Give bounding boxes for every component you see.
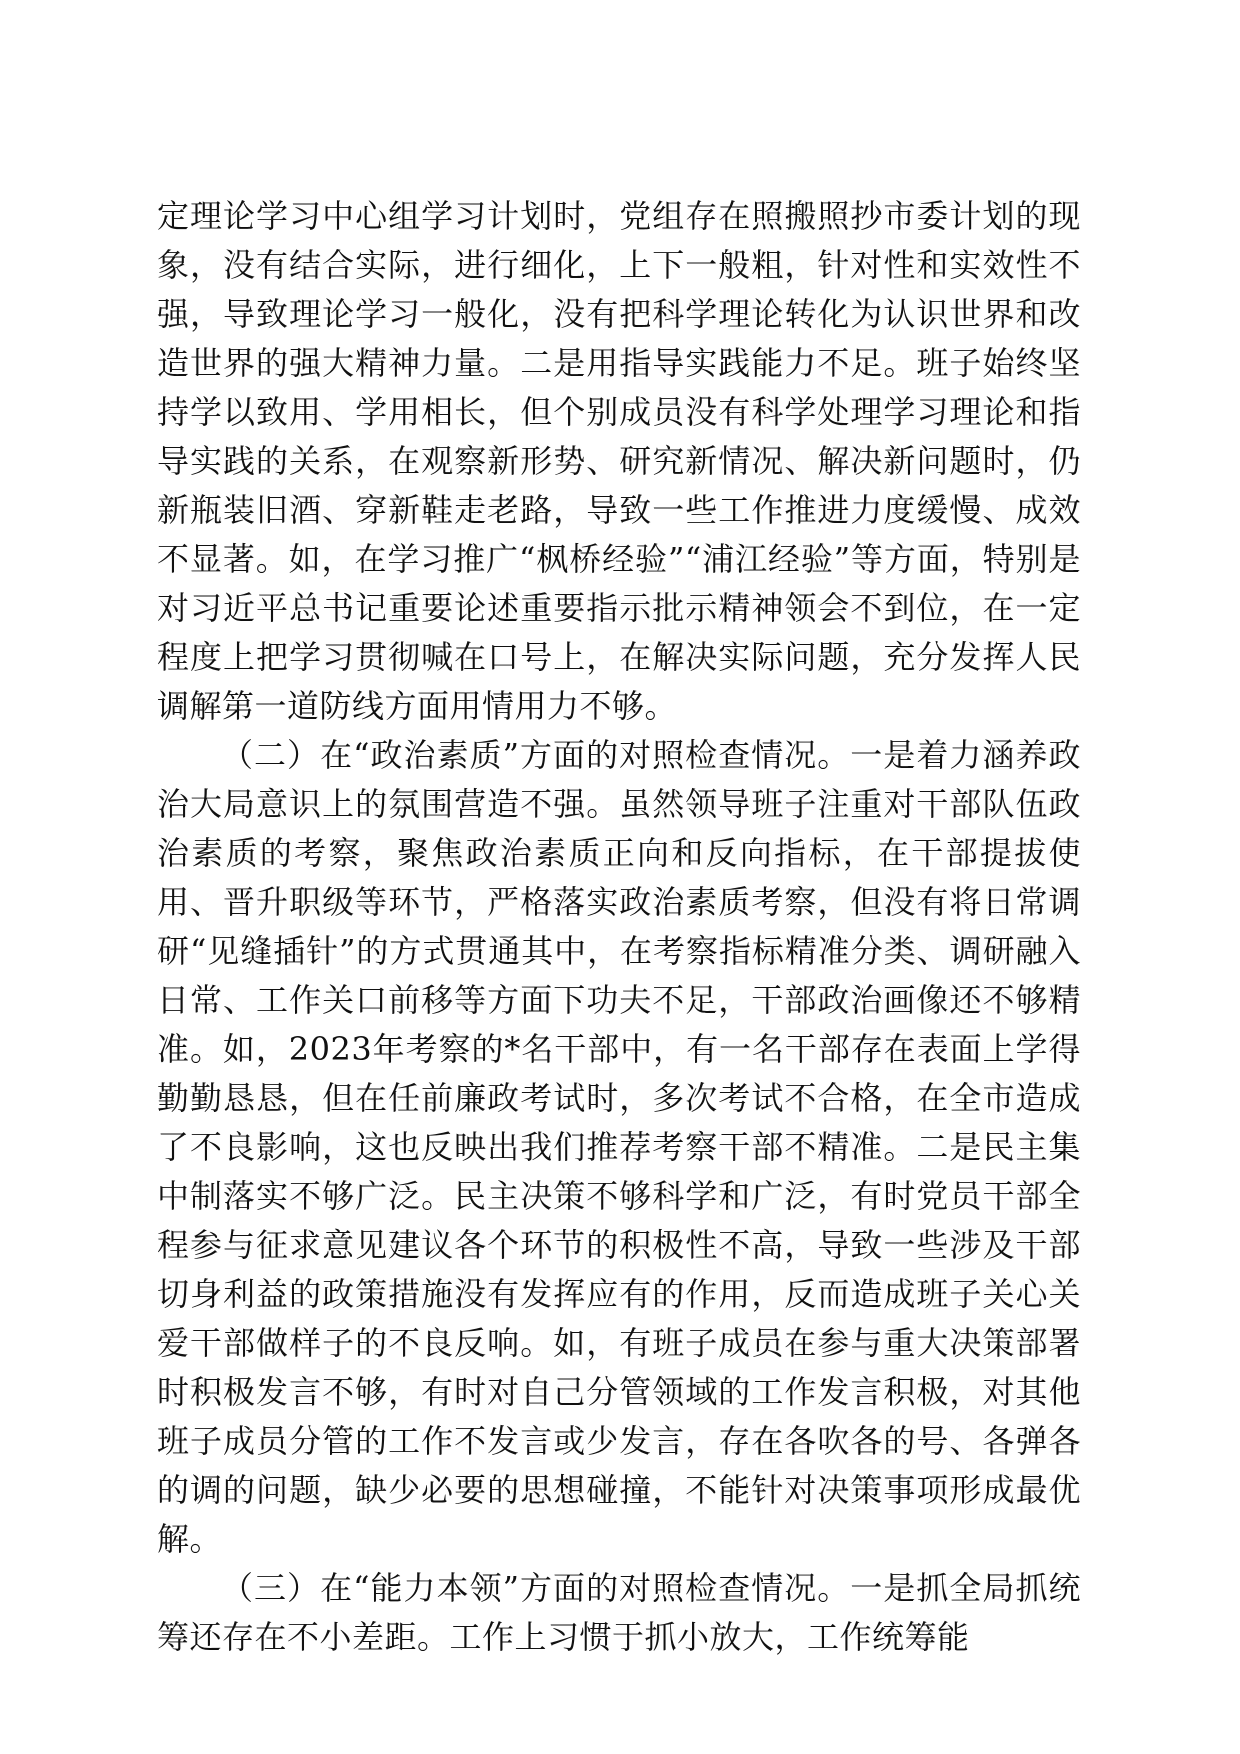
paragraph-theory-study: 定理论学习中心组学习计划时，党组存在照搬照抄市委计划的现象，没有结合实际，进行细化，上下一般粗，针对性和实效性不强，导致理论学习一般化，没有把科学理论转化为认识世界和改造世界的强大精神力量。二是用指导实践能力不足。班子始终坚持学以致用、学用相长，但个别成员没有科学处理学习理论和指导实践的关系，在观察新形势、研究新情况、解决新问题时，仍新瓶装旧酒、穿新鞋走老路，导致一些工作推进力度缓慢、成效不显著。如，在学习推广“枫桥经验”“浦江经验”等方面，特别是对习近平总书记重要论述重要指示批示精神领会不到位，在一定程度上把学习贯彻喊在口号上，在解决实际问题，充分发挥人民调解第一道防线方面用情用力不够。 (157, 197, 1081, 725)
paragraph-political-quality: （二）在“政治素质”方面的对照检查情况。一是着力涵养政治大局意识上的氛围营造不强。虽然领导班子注重对干部队伍政治素质的考察，聚焦政治素质正向和反向指标，在干部提拔使用、晋升职级等环节，严格落实政治素质考察，但没有将日常调研“见缝插针”的方式贯通其中，在考察指标精准分类、调研融入日常、工作关口前移等方面下功夫不足，干部政治画像还不够精准。如，2023年考察的*名干部中，有一名干部存在表面上学得勤勤恳恳，但在任前廉政考试时，多次考试不合格，在全市造成了不良影响，这也反映出我们推荐考察干部不精准。二是民主集中制落实不够广泛。民主决策不够科学和广泛，有时党员干部全程参与征求意见建议各个环节的积极性不高，导致一些涉及干部切身利益的政策措施没有发挥应有的作用，反而造成班子关心关爱干部做样子的不良反响。如，有班子成员在参与重大决策部署时积极发言不够，有时对自己分管领域的工作发言积极，对其他班子成员分管的工作不发言或少发言，存在各吹各的号、各弹各的调的问题，缺少必要的思想碰撞，不能针对决策事项形成最优解。 (157, 736, 1081, 1558)
document-body (157, 192, 1081, 1662)
paragraph-capability: （三）在“能力本领”方面的对照检查情况。一是抓全局抓统筹还存在不小差距。工作上习惯于抓小放大，工作统筹能 (157, 1569, 1081, 1656)
